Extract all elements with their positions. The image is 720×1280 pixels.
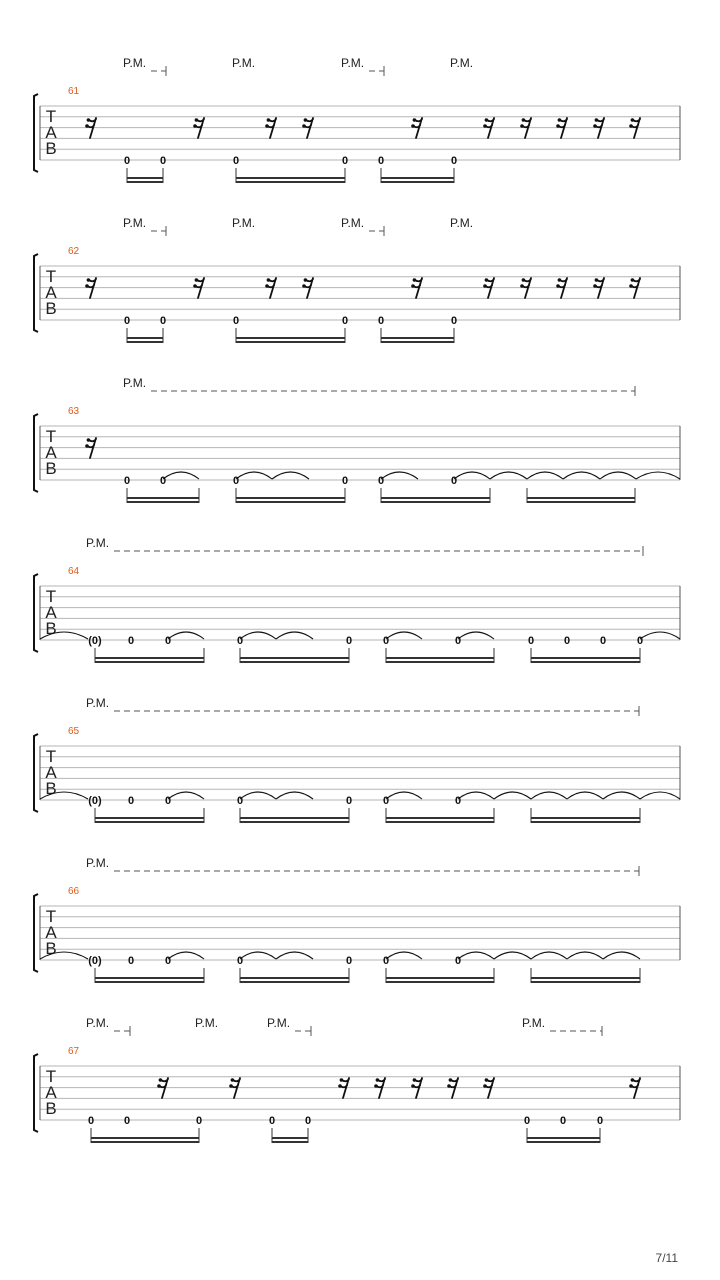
rest-dot: [520, 284, 524, 288]
tab-clef-letter: B: [45, 779, 57, 798]
beam-secondary: [386, 661, 494, 663]
rest-dot: [483, 1084, 487, 1088]
tie-arc: [531, 952, 567, 959]
tab-clef-letter: B: [45, 1099, 57, 1118]
fret-number: 0: [164, 955, 172, 967]
rest-dot: [593, 124, 597, 128]
system-bracket: [34, 894, 38, 972]
rest-dot: [87, 118, 91, 122]
beam-secondary: [381, 501, 490, 503]
beam-secondary: [531, 981, 640, 983]
rest-dot: [413, 118, 417, 122]
rest-dot: [413, 278, 417, 282]
tie-arc: [272, 472, 309, 479]
rest-dot: [483, 124, 487, 128]
fret-number: 0: [341, 155, 349, 167]
beam-secondary: [527, 501, 635, 503]
fret-number: 0: [599, 635, 607, 647]
beam-primary: [91, 1137, 199, 1139]
tab-clef-letter: A: [45, 923, 57, 942]
fret-number: 0: [450, 315, 458, 327]
beam-secondary: [95, 821, 204, 823]
fret-number: 0: [123, 315, 131, 327]
tie-arc: [386, 952, 422, 959]
beam-primary: [127, 337, 163, 339]
tie-arc: [563, 472, 600, 479]
rest-dot: [304, 278, 308, 282]
beam-primary: [236, 177, 345, 179]
tab-clef-letter: A: [45, 603, 57, 622]
fret-number: 0: [123, 475, 131, 487]
rest-dot: [302, 124, 306, 128]
tab-clef-letter: B: [45, 139, 57, 158]
tie-arc: [381, 472, 418, 479]
beam-primary: [381, 337, 454, 339]
beam-primary: [240, 657, 349, 659]
tab-clef-letter: T: [45, 427, 57, 446]
palm-mute-label: P.M.: [450, 56, 474, 70]
beam-primary: [236, 337, 345, 339]
beam-primary: [240, 817, 349, 819]
beam-secondary: [527, 1141, 600, 1143]
rest-dot: [193, 124, 197, 128]
beam-primary: [127, 497, 199, 499]
tab-clef-letter: B: [45, 299, 57, 318]
fret-number: 0: [596, 1115, 604, 1127]
rest-dot: [338, 1084, 342, 1088]
fret-number: 0: [377, 315, 385, 327]
tie-arc: [640, 632, 680, 639]
rest-dot: [485, 1078, 489, 1082]
tab-system: [34, 856, 680, 983]
rest-dot: [449, 1078, 453, 1082]
rest-dot: [413, 1078, 417, 1082]
palm-mute-label: P.M.: [123, 216, 147, 230]
tab-clef-letter: B: [45, 619, 57, 638]
rest-dot: [229, 1084, 233, 1088]
fret-number: 0: [195, 1115, 203, 1127]
measure-number: 64: [68, 566, 80, 577]
tab-system: [34, 56, 680, 183]
rest-dot: [411, 1084, 415, 1088]
fret-number: 0: [377, 155, 385, 167]
fret-number: 0: [127, 955, 135, 967]
rest-dot: [629, 1084, 633, 1088]
tab-system: [34, 216, 680, 343]
beam-primary: [531, 657, 640, 659]
palm-mute-label: P.M.: [450, 216, 474, 230]
rest-dot: [265, 124, 269, 128]
rest-dot: [376, 1078, 380, 1082]
beam-primary: [381, 497, 490, 499]
tie-arc: [567, 792, 603, 799]
rest-dot: [267, 278, 271, 282]
tab-clef-letter: T: [45, 267, 57, 286]
tie-arc: [603, 952, 640, 959]
fret-number: 0: [454, 955, 462, 967]
beam-secondary: [91, 1141, 199, 1143]
beam-secondary: [95, 981, 204, 983]
fret-number: 0: [236, 635, 244, 647]
beam-secondary: [240, 821, 349, 823]
fret-number: 0: [304, 1115, 312, 1127]
tie-arc: [458, 952, 494, 959]
tie-arc: [458, 792, 494, 799]
fret-number: 0: [559, 1115, 567, 1127]
measure-number: 61: [68, 86, 80, 97]
rest-dot: [411, 284, 415, 288]
rest-dot: [631, 1078, 635, 1082]
beam-secondary: [240, 981, 349, 983]
beam-primary: [127, 177, 163, 179]
rest-dot: [558, 118, 562, 122]
fret-number: 0: [159, 155, 167, 167]
beam-primary: [95, 657, 204, 659]
rest-dot: [231, 1078, 235, 1082]
fret-number: 0: [127, 795, 135, 807]
fret-number: 0: [341, 475, 349, 487]
beam-primary: [527, 497, 635, 499]
beam-secondary: [531, 661, 640, 663]
tab-clef-letter: B: [45, 939, 57, 958]
fret-number: 0: [123, 155, 131, 167]
beam-secondary: [381, 341, 454, 343]
tab-clef-letter: T: [45, 587, 57, 606]
beam-secondary: [127, 501, 199, 503]
tie-arc: [531, 792, 567, 799]
fret-number: 0: [164, 635, 172, 647]
palm-mute-label: P.M.: [123, 56, 147, 70]
tab-system: [34, 376, 680, 503]
rest-dot: [411, 124, 415, 128]
rest-dot: [483, 284, 487, 288]
rest-dot: [85, 444, 89, 448]
tie-arc: [600, 472, 636, 479]
tab-clef-letter: T: [45, 907, 57, 926]
tie-arc: [276, 792, 313, 799]
fret-number: 0: [164, 795, 172, 807]
tie-arc: [527, 472, 563, 479]
beam-primary: [95, 817, 204, 819]
fret-number: 0: [563, 635, 571, 647]
tab-system: [34, 536, 680, 663]
fret-number: 0: [450, 475, 458, 487]
palm-mute-label: P.M.: [86, 856, 110, 870]
tab-clef-letter: B: [45, 459, 57, 478]
tie-arc: [640, 792, 680, 799]
palm-mute-label: P.M.: [341, 216, 365, 230]
tie-arc: [276, 632, 313, 639]
palm-mute-label: P.M.: [341, 56, 365, 70]
fret-number: 0: [377, 475, 385, 487]
tie-arc: [168, 792, 204, 799]
palm-mute-label: P.M.: [195, 1016, 219, 1030]
rest-dot: [195, 118, 199, 122]
beam-primary: [95, 977, 204, 979]
page-number: 7/11: [655, 1251, 678, 1265]
rest-dot: [267, 118, 271, 122]
fret-number: 0: [636, 635, 644, 647]
rest-dot: [157, 1084, 161, 1088]
tie-arc: [240, 952, 276, 959]
tie-arc: [236, 472, 272, 479]
tab-clef-letter: A: [45, 123, 57, 142]
tie-arc: [386, 792, 422, 799]
fret-number: 0: [268, 1115, 276, 1127]
beam-secondary: [381, 181, 454, 183]
beam-secondary: [95, 661, 204, 663]
beam-primary: [386, 657, 494, 659]
rest-dot: [340, 1078, 344, 1082]
beam-secondary: [386, 821, 494, 823]
tie-arc: [636, 472, 680, 479]
palm-mute-label: P.M.: [522, 1016, 546, 1030]
beam-secondary: [236, 341, 345, 343]
tab-clef-letter: A: [45, 763, 57, 782]
system-bracket: [34, 574, 38, 652]
fret-number: 0: [345, 635, 353, 647]
fret-number: 0: [382, 955, 390, 967]
rest-dot: [87, 438, 91, 442]
beam-secondary: [236, 181, 345, 183]
system-bracket: [34, 414, 38, 492]
tie-arc: [276, 952, 313, 959]
rest-dot: [447, 1084, 451, 1088]
rest-dot: [87, 278, 91, 282]
beam-primary: [381, 177, 454, 179]
fret-number: 0: [232, 315, 240, 327]
rest-dot: [595, 118, 599, 122]
palm-mute-label: P.M.: [123, 376, 147, 390]
beam-primary: [386, 817, 494, 819]
system-bracket: [34, 254, 38, 332]
measure-number: 66: [68, 886, 80, 897]
rest-dot: [520, 124, 524, 128]
fret-number: 0: [159, 475, 167, 487]
beam-primary: [531, 977, 640, 979]
fret-number: 0: [236, 795, 244, 807]
fret-number: 0: [236, 955, 244, 967]
rest-dot: [302, 284, 306, 288]
palm-mute-label: P.M.: [86, 536, 110, 550]
tie-arc: [567, 952, 603, 959]
tab-system: [34, 696, 680, 823]
rest-dot: [629, 284, 633, 288]
beam-secondary: [127, 341, 163, 343]
tie-arc: [163, 472, 199, 479]
palm-mute-label: P.M.: [232, 56, 256, 70]
measure-number: 63: [68, 406, 80, 417]
beam-secondary: [386, 981, 494, 983]
rest-dot: [485, 278, 489, 282]
tie-arc: [458, 632, 494, 639]
tab-system: [34, 1016, 680, 1143]
tab-clef-letter: A: [45, 443, 57, 462]
beam-primary: [386, 977, 494, 979]
beam-primary: [272, 1137, 308, 1139]
beam-secondary: [127, 181, 163, 183]
tie-arc: [386, 632, 422, 639]
rest-dot: [195, 278, 199, 282]
rest-dot: [631, 118, 635, 122]
fret-number: 0: [159, 315, 167, 327]
beam-primary: [236, 497, 345, 499]
beam-primary: [527, 1137, 600, 1139]
tie-arc: [454, 472, 490, 479]
fret-number: 0: [450, 155, 458, 167]
rest-dot: [631, 278, 635, 282]
tied-fret-number: (0): [88, 635, 102, 647]
tie-arc: [168, 952, 204, 959]
palm-mute-label: P.M.: [86, 696, 110, 710]
beam-secondary: [531, 821, 640, 823]
fret-number: 0: [523, 1115, 531, 1127]
tie-arc: [240, 792, 276, 799]
tie-arc: [494, 792, 531, 799]
fret-number: 0: [527, 635, 535, 647]
rest-dot: [265, 284, 269, 288]
system-bracket: [34, 94, 38, 172]
tab-clef-letter: T: [45, 747, 57, 766]
rest-dot: [159, 1078, 163, 1082]
rest-dot: [193, 284, 197, 288]
beam-secondary: [272, 1141, 308, 1143]
fret-number: 0: [341, 315, 349, 327]
fret-number: 0: [454, 795, 462, 807]
system-bracket: [34, 1054, 38, 1132]
rest-dot: [595, 278, 599, 282]
rest-dot: [304, 118, 308, 122]
rest-dot: [522, 118, 526, 122]
system-bracket: [34, 734, 38, 812]
rest-dot: [556, 124, 560, 128]
fret-number: 0: [232, 475, 240, 487]
palm-mute-label: P.M.: [86, 1016, 110, 1030]
beam-primary: [240, 977, 349, 979]
rest-dot: [556, 284, 560, 288]
rest-dot: [593, 284, 597, 288]
rest-dot: [629, 124, 633, 128]
tied-fret-number: (0): [88, 795, 102, 807]
tie-arc: [603, 792, 640, 799]
rest-dot: [85, 124, 89, 128]
fret-number: 0: [454, 635, 462, 647]
tie-arc: [168, 632, 204, 639]
palm-mute-label: P.M.: [267, 1016, 291, 1030]
fret-number: 0: [345, 795, 353, 807]
tie-arc: [494, 952, 531, 959]
palm-mute-label: P.M.: [232, 216, 256, 230]
fret-number: 0: [382, 635, 390, 647]
beam-secondary: [236, 501, 345, 503]
fret-number: 0: [127, 635, 135, 647]
measure-number: 62: [68, 246, 80, 257]
tied-fret-number: (0): [88, 955, 102, 967]
rest-dot: [558, 278, 562, 282]
tab-clef-letter: A: [45, 283, 57, 302]
rest-dot: [522, 278, 526, 282]
measure-number: 65: [68, 726, 80, 737]
fret-number: 0: [345, 955, 353, 967]
beam-primary: [531, 817, 640, 819]
beam-secondary: [240, 661, 349, 663]
fret-number: 0: [232, 155, 240, 167]
tie-arc: [240, 632, 276, 639]
tab-clef-letter: T: [45, 1067, 57, 1086]
rest-dot: [485, 118, 489, 122]
tab-clef-letter: T: [45, 107, 57, 126]
tie-arc: [490, 472, 527, 479]
fret-number: 0: [123, 1115, 131, 1127]
tab-clef-letter: A: [45, 1083, 57, 1102]
rest-dot: [374, 1084, 378, 1088]
rest-dot: [85, 284, 89, 288]
fret-number: 0: [87, 1115, 95, 1127]
fret-number: 0: [382, 795, 390, 807]
measure-number: 67: [68, 1046, 80, 1057]
